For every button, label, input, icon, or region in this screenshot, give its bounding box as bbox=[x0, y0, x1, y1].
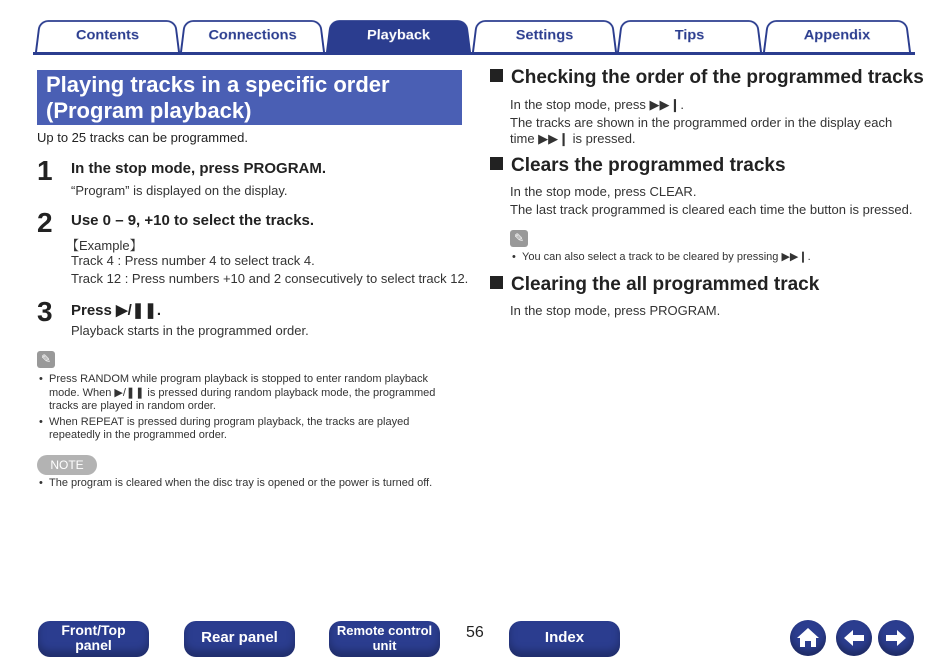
list-item: • When REPEAT is pressed during program playback, the tracks are played repeatedly in the programmed order. bbox=[37, 416, 447, 443]
forward-button[interactable] bbox=[878, 620, 914, 656]
note-list bbox=[37, 477, 457, 493]
step-number: 2 bbox=[37, 207, 53, 238]
front-top-panel-button[interactable] bbox=[38, 621, 149, 657]
tab-label: Playback bbox=[366, 27, 431, 44]
section-heading-checking bbox=[490, 67, 924, 89]
tab-playback[interactable] bbox=[326, 20, 471, 52]
list-item: • The program is cleared when the disc tray is opened or the power is turned off. bbox=[37, 477, 457, 491]
tab-connections[interactable] bbox=[180, 20, 325, 52]
notes-list bbox=[37, 373, 447, 445]
tab-label: Connections bbox=[207, 27, 298, 44]
step-number: 1 bbox=[37, 155, 53, 186]
title-line-2: (Program playback) bbox=[46, 98, 252, 123]
button-label: Rear panel bbox=[201, 629, 278, 646]
section-heading-clearing bbox=[490, 274, 819, 296]
forward-arrow-icon bbox=[878, 620, 914, 656]
tab-label: Tips bbox=[674, 27, 705, 44]
step-text: 【Example】 bbox=[66, 238, 143, 253]
section-heading-text: Checking the order of the programmed tracks bbox=[511, 67, 924, 88]
step-text: “Program” is displayed on the display. bbox=[71, 183, 288, 198]
step-text: Track 4 : Press number 4 to select track 4. bbox=[71, 253, 315, 268]
list-item: • Press RANDOM while program playback is stopped to enter random playback mode. When ▶/❚❚ is pressed during random playback mode, the programmed tracks are played in random order. bbox=[37, 373, 447, 414]
title-line-1: Playing tracks in a specific order bbox=[46, 72, 390, 97]
button-label: unit bbox=[372, 638, 397, 653]
index-button[interactable] bbox=[509, 621, 620, 657]
tab-label: Contents bbox=[75, 27, 140, 44]
clear-note-list bbox=[510, 251, 910, 267]
intro-text: Up to 25 tracks can be programmed. bbox=[37, 130, 248, 145]
square-bullet-icon bbox=[490, 157, 503, 170]
step-text: Track 12 : Press numbers +10 and 2 consecutively to select track 12. bbox=[71, 271, 469, 286]
button-label: Front/Top bbox=[61, 622, 126, 638]
back-button[interactable] bbox=[836, 620, 872, 656]
square-bullet-icon bbox=[490, 276, 503, 289]
tab-underline bbox=[33, 52, 915, 55]
tab-contents[interactable] bbox=[35, 20, 180, 52]
section-text: In the stop mode, press PROGRAM. bbox=[510, 303, 721, 318]
home-button[interactable] bbox=[790, 620, 826, 656]
section-text: The last track programmed is cleared each time the button is pressed. bbox=[510, 202, 913, 217]
step-heading: In the stop mode, press PROGRAM. bbox=[71, 160, 327, 177]
step-heading: Press ▶/❚❚. bbox=[71, 302, 162, 319]
section-heading-text: Clears the programmed tracks bbox=[511, 155, 786, 176]
tab-settings[interactable] bbox=[472, 20, 617, 52]
step-text: Playback starts in the programmed order. bbox=[71, 323, 309, 338]
section-text: time ▶▶❙ is pressed. bbox=[510, 131, 636, 146]
rear-panel-button[interactable] bbox=[184, 621, 295, 657]
button-label: panel bbox=[75, 637, 112, 653]
pencil-icon: ✎ bbox=[37, 351, 55, 368]
tab-label: Settings bbox=[515, 27, 574, 44]
tab-tips[interactable] bbox=[617, 20, 762, 52]
section-text: In the stop mode, press CLEAR. bbox=[510, 184, 697, 199]
page-title bbox=[37, 70, 462, 125]
tab-label: Appendix bbox=[803, 27, 871, 44]
step-number: 3 bbox=[37, 296, 53, 327]
back-arrow-icon bbox=[836, 620, 872, 656]
list-item: • You can also select a track to be cleared by pressing ▶▶❙. bbox=[510, 251, 910, 265]
button-label: Index bbox=[544, 629, 585, 646]
tab-appendix[interactable] bbox=[763, 20, 911, 52]
home-icon bbox=[790, 620, 826, 656]
section-heading-text: Clearing the all programmed track bbox=[511, 274, 820, 295]
section-text: The tracks are shown in the programmed order in the display each bbox=[510, 115, 893, 130]
button-label: Remote control bbox=[336, 623, 433, 638]
square-bullet-icon bbox=[490, 69, 503, 82]
section-text: In the stop mode, press ▶▶❙. bbox=[510, 97, 684, 112]
step-heading: Use 0 – 9, +10 to select the tracks. bbox=[71, 212, 315, 229]
page-number: 56 bbox=[466, 624, 484, 641]
tab-bar bbox=[0, 0, 950, 58]
section-heading-clears bbox=[490, 155, 786, 177]
pencil-icon: ✎ bbox=[510, 230, 528, 247]
note-badge: NOTE bbox=[37, 455, 97, 475]
remote-control-unit-button[interactable] bbox=[329, 621, 440, 657]
